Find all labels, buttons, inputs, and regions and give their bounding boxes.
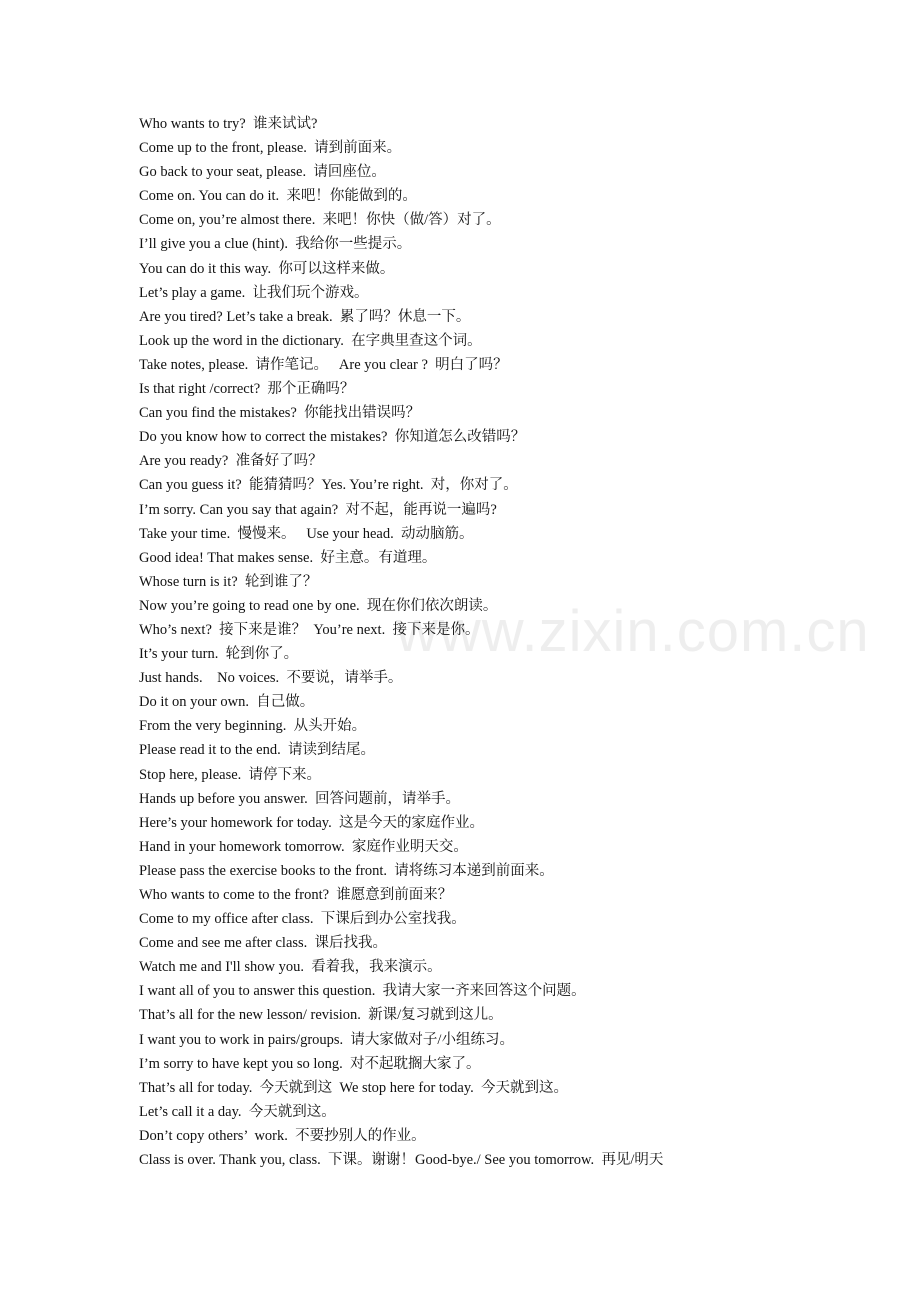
phrase-line: Whose turn is it? 轮到谁了？ [139,573,318,590]
phrase-line: Now you’re going to read one by one. 现在你们依次朗读。 [139,597,498,614]
phrase-line: From the very beginning. 从头开始。 [139,718,367,735]
phrase-line: Can you guess it? 能猜猜吗？Yes. You’re right. 对，你对了。 [139,477,518,494]
phrase-line: I want all of you to answer this question. 我请大家一齐来回答这个问题。 [139,983,586,1000]
phrase-line: I’m sorry. Can you say that again? 对不起，能再说一遍吗? [139,501,497,518]
phrase-line: Let’s play a game. 让我们玩个游戏。 [139,284,369,301]
phrase-line: Don’t copy others’ work. 不要抄别人的作业。 [139,1127,426,1144]
phrase-line: That’s all for the new lesson/ revision. 新课/复习就到这儿。 [139,1007,503,1024]
phrase-line: Come and see me after class. 课后找我。 [139,935,388,952]
phrase-line: I’m sorry to have kept you so long. 对不起耽搁大家了。 [139,1055,481,1072]
phrase-line: Just hands. No voices. 不要说，请举手。 [139,670,403,687]
phrase-line: I want you to work in pairs/groups. 请大家做对子/小组练习。 [139,1031,514,1048]
phrase-line: Come on. You can do it. 来吧！你能做到的。 [139,188,417,205]
phrase-line: Class is over. Thank you, class. 下课。谢谢！Good-bye./ See you tomorrow. 再见/明天 [139,1152,664,1169]
phrase-line: Good idea! That makes sense. 好主意。有道理。 [139,549,437,566]
phrase-line: Who’s next? 接下来是谁？ You’re next. 接下来是你。 [139,621,480,638]
phrase-line: It’s your turn. 轮到你了。 [139,646,299,663]
phrase-line: You can do it this way. 你可以这样来做。 [139,260,395,277]
phrase-line: Take notes, please. 请作笔记。 Are you clear ? 明白了吗？ [139,356,508,373]
phrase-list [139,112,839,1172]
phrase-line: I’ll give you a clue (hint). 我给你一些提示。 [139,236,412,253]
phrase-line: Go back to your seat, please. 请回座位。 [139,164,386,181]
phrase-line: Come to my office after class. 下课后到办公室找我。 [139,911,466,928]
phrase-line: Do it on your own. 自己做。 [139,694,315,711]
phrase-line: Come up to the front, please. 请到前面来。 [139,140,402,157]
phrase-line: Hand in your homework tomorrow. 家庭作业明天交。 [139,838,468,855]
phrase-line: Hands up before you answer. 回答问题前，请举手。 [139,790,460,807]
phrase-line: Do you know how to correct the mistakes? 你知道怎么改错吗？ [139,429,526,446]
phrase-line: Are you tired? Let’s take a break. 累了吗？休息一下。 [139,308,471,325]
phrase-line: Let’s call it a day. 今天就到这。 [139,1103,336,1120]
phrase-line: Here’s your homework for today. 这是今天的家庭作业。 [139,814,484,831]
phrase-line: Who wants to come to the front? 谁愿意到前面来？ [139,887,453,903]
phrase-line: Take your time. 慢慢来。 Use your head. 动动脑筋。 [139,525,474,542]
phrase-line: That’s all for today. 今天就到这 We stop here for today. 今天就到这。 [139,1079,569,1096]
phrase-line: Please pass the exercise books to the front. 请将练习本递到前面来。 [139,862,554,879]
phrase-line: Come on, you’re almost there. 来吧！你快（做/答）对了。 [139,212,501,229]
phrase-line: Watch me and I'll show you. 看着我，我来演示。 [139,959,442,976]
phrase-line: Look up the word in the dictionary. 在字典里查这个词。 [139,332,482,349]
phrase-line: Stop here, please. 请停下来。 [139,766,322,783]
watermark: www.zixin.com.cn [396,599,870,664]
phrase-line: Are you ready? 准备好了吗？ [139,453,323,470]
phrase-line: Please read it to the end. 请读到结尾。 [139,742,375,759]
phrase-line: Who wants to try? 谁来试试? [139,116,318,132]
phrase-line: Is that right /correct? 那个正确吗？ [139,381,355,398]
phrase-line: Can you find the mistakes? 你能找出错误吗？ [139,405,421,422]
